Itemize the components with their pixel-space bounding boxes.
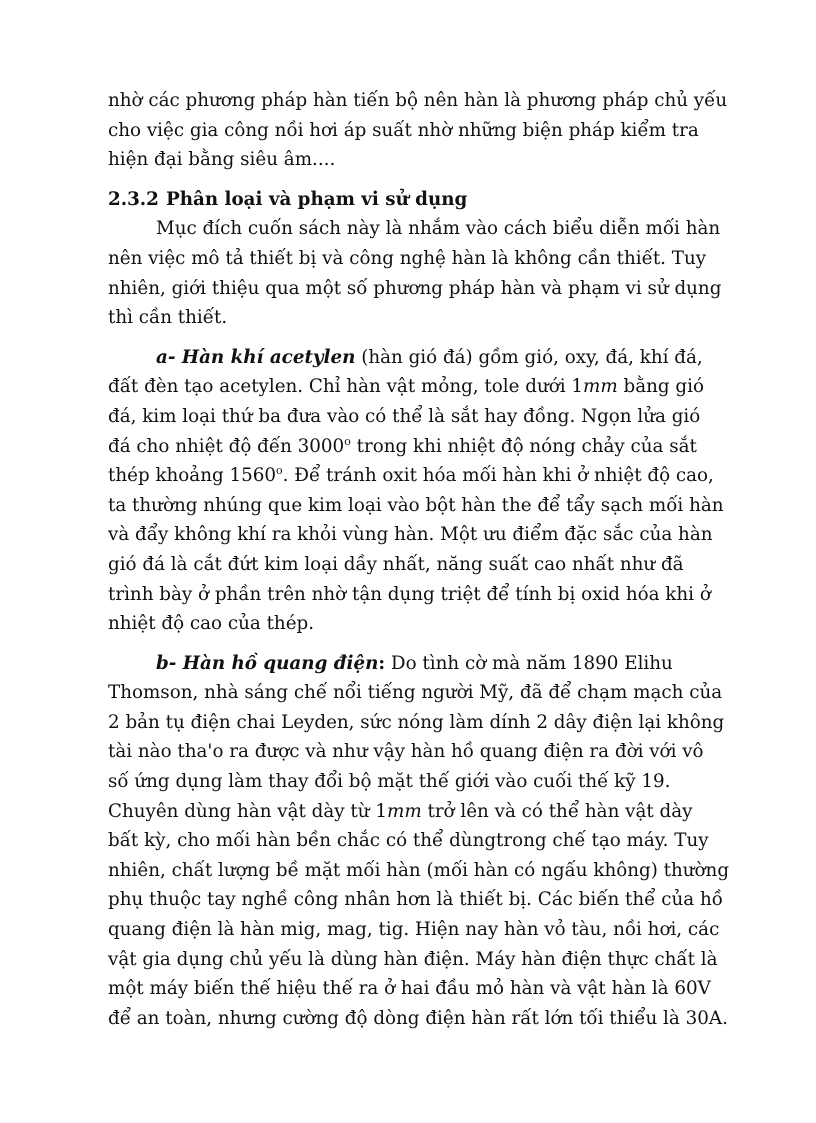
- text-line: phụ thuộc tay nghề công nhân hơn là thiết bị. Các biến thể của hồ: [108, 889, 723, 911]
- text-line: một máy biến thế hiệu thế ra ở hai đầu mỏ hàn và vật hàn là 60V: [108, 978, 711, 1000]
- text-line: đất đèn tạo acetylen. Chỉ hàn vật mỏng, tole dưới 1mm bằng gió: [108, 376, 704, 398]
- arc-label: b- Hàn hồ quang điện: [156, 652, 379, 674]
- text-line: đá cho nhiệt độ đến 3000$^o$ trong khi nhiệt độ nóng chảy của sắt: [108, 434, 697, 457]
- text-line: gió đá là cắt đứt kim loại dầy nhất, năng suất cao nhất như đã: [108, 553, 684, 575]
- acetylen-label: a- Hàn khí acetylen: [156, 346, 356, 368]
- text-line: cho việc gia công nồi hơi áp suất nhờ những biện pháp kiểm tra: [108, 119, 699, 141]
- section-number: 2.3.2: [108, 188, 159, 210]
- unit-mm: mm: [583, 376, 618, 398]
- unit-mm: mm: [386, 800, 422, 822]
- text-line: nhiệt độ cao của thép.: [108, 613, 315, 635]
- text-line: hiện đại bằng siêu âm....: [108, 149, 336, 171]
- text-line: đá, kim loại thứ ba đưa vào có thể là sắt hay đồng. Ngọn lửa gió: [108, 405, 701, 427]
- text-line: nhờ các phương pháp hàn tiến bộ nên hàn là phương pháp chủ yếu: [108, 90, 728, 111]
- text-line: nhiên, chất lượng bề mặt mối hàn (mối hàn có ngấu không) thường: [108, 859, 730, 881]
- text-line: Mục đích cuốn sách này là nhắm vào cách biểu diễn mối hàn: [156, 218, 721, 240]
- paragraph-acetylen-first-line: a- Hàn khí acetylen (hàn gió đá) gồm gió, oxy, đá, khí đá,: [156, 346, 703, 368]
- text-line: Chuyên dùng hàn vật dày từ 1mm trở lên và có thể hàn vật dày: [108, 800, 693, 822]
- text-line: tài nào tha'o ra được và như vậy hàn hồ quang điện ra đời với vô: [108, 741, 704, 763]
- text-line: và đẩy không khí ra khỏi vùng hàn. Một ưu điểm đặc sắc của hàn: [108, 524, 713, 546]
- degree-mark: o: [344, 434, 351, 448]
- text-line: Thomson, nhà sáng chế nổi tiếng người Mỹ, đã để chạm mạch của: [108, 682, 723, 704]
- text-line: vật gia dụng chủ yếu là dùng hàn điện. Máy hàn điện thực chất là: [108, 948, 718, 970]
- text-line: 2 bản tụ điện chai Leyden, sức nóng làm dính 2 dây điện lại không: [108, 711, 725, 733]
- text-line: trình bày ở phần trên nhờ tận dụng triệt để tính bị oxid hóa khi ở: [108, 583, 711, 605]
- text-line: nên việc mô tả thiết bị và công nghệ hàn là không cần thiết. Tuy: [108, 247, 707, 269]
- paragraph-arc-first-line: b- Hàn hồ quang điện: Do tình cờ mà năm 1890 Elihu: [156, 652, 673, 674]
- text-line: số ứng dụng làm thay đổi bộ mặt thế giới vào cuối thế kỹ 19.: [108, 771, 671, 793]
- text-line: thì cần thiết.: [108, 307, 228, 329]
- text-line: quang điện là hàn mig, mag, tig. Hiện nay hàn vỏ tàu, nồi hơi, các: [108, 919, 720, 941]
- text-line: để an toàn, nhưng cường độ dòng điện hàn rất lớn tối thiểu là 30A.: [108, 1007, 728, 1029]
- text-line: nhiên, giới thiệu qua một số phương pháp hàn và phạm vi sử dụng: [108, 277, 722, 299]
- section-heading: [108, 185, 748, 215]
- text-line: ta thường nhúng que kim loại vào bột hàn the để tẩy sạch mối hàn: [108, 494, 724, 516]
- section-title: Phân loại và phạm vi sử dụng: [166, 188, 468, 210]
- degree-mark: o: [276, 464, 283, 478]
- document-page: [108, 86, 748, 1033]
- text-line: thép khoảng 1560$^o$. Để tránh oxit hóa mối hàn khi ở nhiệt độ cao,: [108, 464, 714, 487]
- text-line: bất kỳ, cho mối hàn bền chắc có thể dùngtrong chế tạo máy. Tuy: [108, 830, 709, 852]
